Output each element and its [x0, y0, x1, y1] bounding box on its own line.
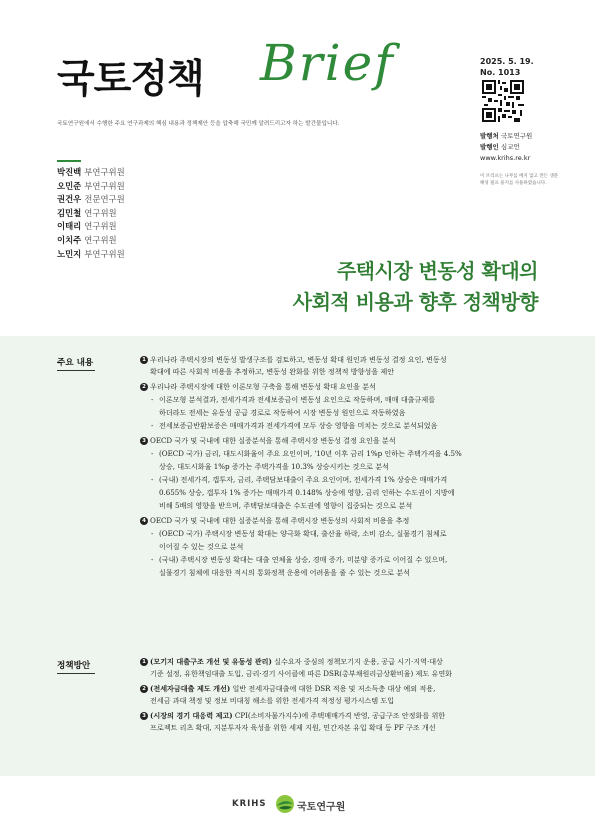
summary-item	[140, 435, 545, 447]
author-rank: 부연구위원	[84, 167, 125, 177]
summary-subitem: - (국내) 전세가격, 갭투자, 금리, 주택담보대출이 주요 요인이며, 전세가격 1% 상승은 매매가격 0.655% 상승, 갭투자 1% 증가는 매매가격 0.148% 상승에 영향, 금리 인하는 수도권이 지방에 비해 5배의 영향을 받으며, 주택담보대출은 수도권에 영향이 집중되는 것으로 분석	[140, 473, 545, 512]
subitem-text: (OECD 국가) 금리, 대도시화율이 주요 요인이며, '10년 이후 금리 1%p 인하는 주택가격을 4.5%	[159, 449, 462, 458]
tagline: 국토연구원에서 수행한 주요 연구과제의 핵심 내용과 정책제안 등을 압축해 국민께 알려드리고자 하는 발간물입니다.	[57, 121, 340, 127]
subitem-text: 전세보증금반환보증은 매매가격과 전세가격에 모두 상승 영향을 미치는 것으로 분석되었음	[159, 421, 438, 430]
issue-date: 2025. 5. 19.	[480, 57, 534, 66]
item-text: OECD 국가 및 국내에 대한 실증분석을 통해 주택시장 변동성 결정 요인을 분석	[150, 436, 396, 445]
issue-info	[480, 56, 534, 78]
author-list	[57, 166, 125, 261]
subitem-text: 비해 5배의 영향을 받으며, 주택담보대출은 수도권에 영향이 집중되는 것으로 분석	[159, 501, 413, 510]
authors-divider	[57, 160, 81, 162]
recommendation-item	[140, 656, 545, 680]
section-label-recommendations: 정책방안	[57, 661, 91, 671]
item-number-badge: 3	[140, 712, 148, 720]
item-number-badge: 2	[140, 383, 148, 391]
summary-subitem: - 전세보증금반환보증은 매매가격과 전세가격에 모두 상승 영향을 미치는 것으로 분석되었음	[140, 419, 545, 432]
qr-code-icon[interactable]	[482, 80, 524, 122]
website-link[interactable]: www.krihs.re.kr	[480, 154, 531, 162]
author-name: 이치주	[57, 234, 82, 245]
author-name: 김민철	[57, 207, 82, 218]
item-text: 우리나라 주택시장의 변동성 발생구조를 검토하고, 변동성 확대 원인과 변동성 결정 요인, 변동성	[150, 355, 447, 364]
recommendation-list	[140, 656, 545, 734]
subitem-text: 하더라도 전세는 유동성 공급 경로로 작동하여 시장 변동성 원인으로 작동하였음	[159, 408, 406, 417]
item-text: OECD 국가 및 국내에 대한 실증분석을 통해 주택시장 변동성의 사회적 비용을 추정	[150, 516, 410, 525]
author-name: 이태리	[57, 221, 82, 232]
summary-list	[140, 354, 545, 579]
recommendation-heading: (전세자금대출 제도 개선)	[150, 684, 231, 693]
item-number-badge: 1	[140, 658, 148, 666]
author-entry	[57, 166, 125, 180]
summary-subitem: - (국내) 주택시장 변동성 확대는 대출 연체율 상승, 경매 증가, 미분양 증가로 이어질 수 있으며, 실물경기 침체에 대응한 적시의 통화정책 운용에 어려움을 줄 수 있는 것으로 분석	[140, 553, 545, 579]
subitem-text: 0.655% 상승, 갭투자 1% 증가는 매매가격 0.148% 상승에 영향, 금리 인하는 수도권이 지방에	[159, 488, 455, 497]
author-name: 오민준	[57, 180, 82, 191]
footer-org-english: KRIHS	[232, 799, 267, 809]
subitem-text: 이어질 수 있는 것으로 분석	[159, 542, 244, 551]
report-title-line: 사회적 비용과 향후 정책방향	[292, 290, 538, 314]
publisher-label: 발행처	[480, 132, 499, 140]
summary-subitem: - 이론모형 분석결과, 전세가격과 전세보증금이 변동성 요인으로 작동하며, 매매 대출규제를 하더라도 전세는 유동성 공급 경로로 작동하여 시장 변동성 원인으로 작동하였음	[140, 393, 545, 419]
report-title-line: 주택시장 변동성 확대의	[336, 259, 538, 283]
content-panel	[0, 336, 595, 776]
subitem-text: 상승, 대도시화율 1%p 증가는 주택가격을 10.3% 상승시키는 것으로 분석	[159, 462, 389, 471]
author-name: 권건우	[57, 194, 82, 205]
item-number-badge: 2	[140, 685, 148, 693]
brand-title-english: Brief	[260, 34, 395, 92]
section-divider	[57, 370, 95, 371]
footer-org-korean: 국토연구원	[297, 802, 346, 813]
recommendation-heading: (모기지 대출구조 개선 및 유동성 관리)	[150, 657, 272, 666]
recommendation-text: 전세금 과대 책정 및 정보 비대칭 해소를 위한 전세가격 적정성 평가시스템 도입	[150, 696, 395, 705]
recommendation-item	[140, 710, 545, 734]
issue-number: No. 1013	[480, 68, 521, 77]
recommendation-text: 일반 전세자금대출에 대한 DSR 적용 및 저소득층 대상 예외 적용,	[230, 684, 436, 693]
author-rank: 부연구위원	[84, 180, 125, 191]
author-rank: 전문연구원	[84, 194, 125, 205]
summary-subitem: - (OECD 국가) 금리, 대도시화율이 주요 요인이며, '10년 이후 금리 1%p 인하는 주택가격을 4.5% 상승, 대도시화율 1%p 증가는 주택가격을 10.3% 상승시키는 것으로 분석	[140, 447, 545, 473]
summary-item	[140, 354, 545, 378]
author-entry	[57, 220, 125, 234]
recommendation-text: 기준 설정, 유한책임대출 도입, 금리·경기 사이클에 따른 DSR(총부채원리금상환비율) 제도 유연화	[150, 669, 453, 678]
recycle-note: 이 브리프는 나무를 베지 않고 만든 생분해성 필프 용지를 사용하였습니다.	[480, 174, 559, 186]
author-rank: 연구위원	[84, 221, 117, 232]
section-label-summary: 주요 내용	[57, 358, 94, 368]
recommendation-text: 실수요자 중심의 정책모기지 운용, 공급 시기·지역·대상	[271, 657, 443, 666]
recommendation-heading: (시장의 경기 대응력 제고)	[150, 711, 233, 720]
publisher-info	[480, 131, 532, 164]
recommendation-text: 프로젝트 리츠 확대, 지분투자자 육성을 위한 세제 지원, 민간자본 유입 확대 등 PF 구조 개선	[150, 723, 436, 732]
item-text: 우리나라 주택시장에 대한 이론모형 구축을 통해 변동성 확대 요인을 분석	[150, 382, 376, 391]
report-title	[293, 256, 538, 318]
subitem-text: (OECD 국가) 주택시장 변동성 확대는 양극화 확대, 출산율 하락, 소비 감소, 실물경기 침체로	[159, 529, 447, 538]
subitem-text: (국내) 전세가격, 갭투자, 금리, 주택담보대출이 주요 요인이며, 전세가격 1% 상승은 매매가격	[159, 475, 448, 484]
author-entry	[57, 234, 125, 248]
krihs-logo-icon	[275, 794, 295, 814]
item-number-badge: 4	[140, 517, 148, 525]
author-entry	[57, 193, 125, 207]
author-entry	[57, 248, 125, 262]
footer	[0, 786, 595, 826]
publisher-name: 국토연구원	[500, 132, 533, 140]
author-rank: 부연구위원	[84, 248, 125, 259]
subitem-text: 이론모형 분석결과, 전세가격과 전세보증금이 변동성 요인으로 작동하며, 매매 대출규제를	[159, 395, 436, 404]
author-rank: 연구위원	[84, 234, 117, 245]
issuer-label: 발행인	[480, 143, 499, 151]
author-rank: 연구위원	[84, 207, 117, 218]
author-name: 박진백	[57, 167, 82, 177]
subitem-text: 실물경기 침체에 대응한 적시의 통화정책 운용에 어려움을 줄 수 있는 것으로 분석	[159, 568, 410, 577]
author-name: 노민지	[57, 248, 82, 259]
item-text: 확대에 따른 사회적 비용을 추정하고, 변동성 완화를 위한 정책적 방향성을 제안	[150, 367, 395, 376]
author-entry	[57, 180, 125, 194]
recommendation-item	[140, 683, 545, 707]
subitem-text: (국내) 주택시장 변동성 확대는 대출 연체율 상승, 경매 증가, 미분양 증가로 이어질 수 있으며,	[159, 555, 448, 564]
summary-item	[140, 381, 545, 393]
section-divider	[57, 673, 95, 674]
item-number-badge: 1	[140, 356, 148, 364]
recommendation-text: CPI(소비자물가지수)에 주택매매가격 반영, 공급구조 안정화를 위한	[232, 711, 446, 720]
brand-title-korean: 국토정책	[57, 57, 204, 102]
issuer-name: 심교언	[500, 143, 520, 151]
author-entry	[57, 207, 125, 221]
summary-item	[140, 515, 545, 527]
summary-subitem: - (OECD 국가) 주택시장 변동성 확대는 양극화 확대, 출산율 하락, 소비 감소, 실물경기 침체로 이어질 수 있는 것으로 분석	[140, 527, 545, 553]
item-number-badge: 3	[140, 437, 148, 445]
